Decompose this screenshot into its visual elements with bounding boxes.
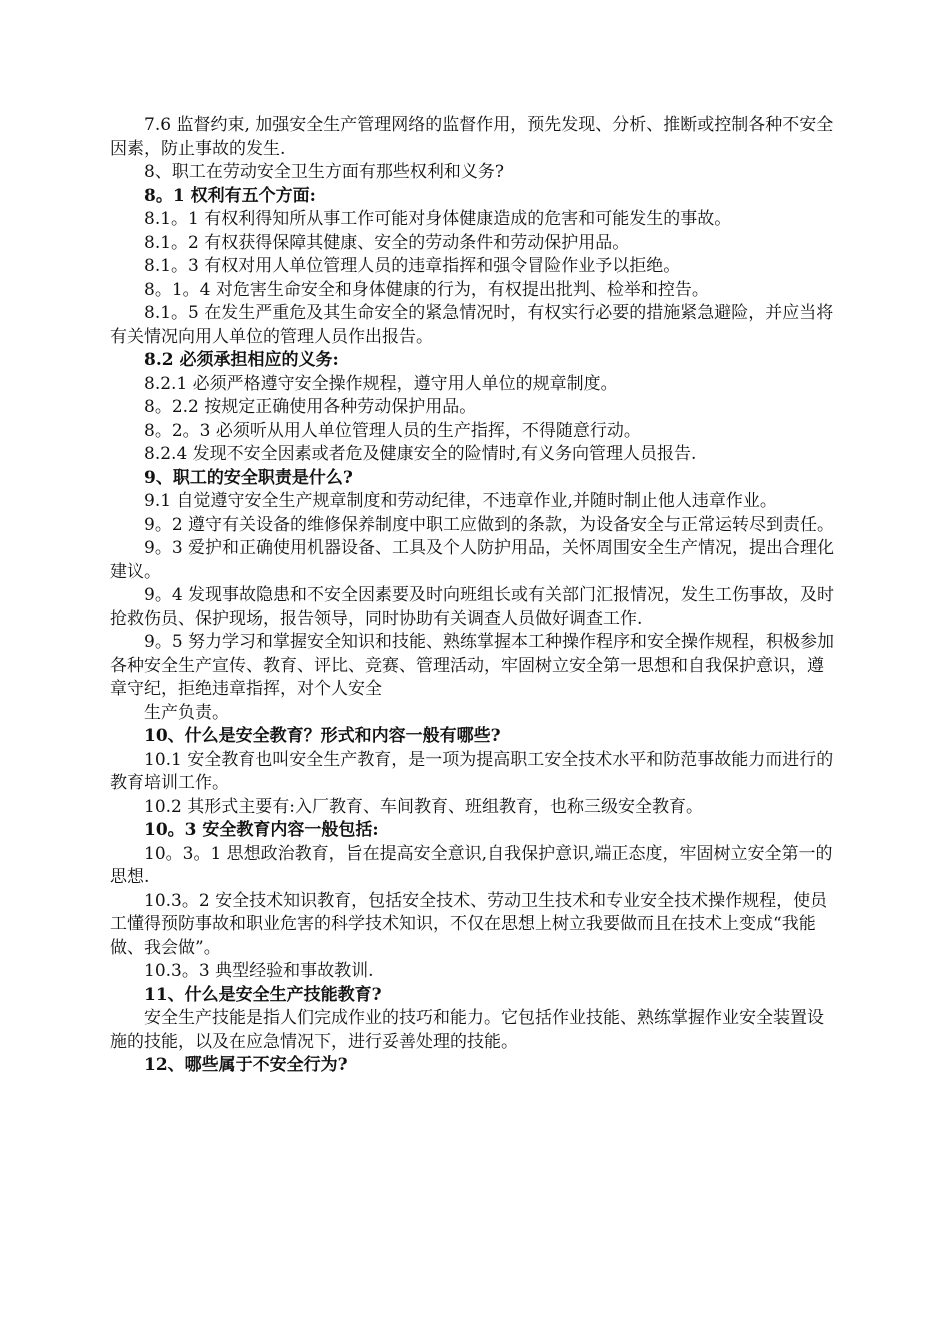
list-item: 10.3。2 安全技术知识教育，包括安全技术、劳动卫生技术和专业安全技术操作规程，使员工懂得预防事故和职业危害的科学技术知识，不仅在思想上树立我要做而且在技术上变成“我能做、我会做”。 [110, 890, 828, 958]
list-item: 9。3 爱护和正确使用机器设备、工具及个人防护用品，关怀周围安全生产情况，提出合理化建议。 [110, 538, 835, 582]
list-item: 8。2。3 必须听从用人单位管理人员的生产指挥，不得随意行动。 [144, 420, 641, 441]
list-item: 8.1。5 在发生严重危及其生命安全的紧急情况时，有权实行必要的措施紧急避险，并应当将有关情况向用人单位的管理人员作出报告。 [110, 303, 834, 347]
list-item: 8.1。2 有权获得保障其健康、安全的劳动条件和劳动保护用品。 [144, 232, 630, 253]
paragraph: 7.6 监督约束, 加强安全生产管理网络的监督作用，预先发现、分析、推断或控制各种不安全因素，防止事故的发生. [110, 115, 834, 159]
list-item: 10。3。1 思想政治教育，旨在提高安全意识,自我保护意识,端正态度，牢固树立安全第一的思想. [110, 843, 833, 887]
section-heading: 10。3 安全教育内容一般包括: [144, 820, 379, 840]
list-item: 8。2.2 按规定正确使用各种劳动保护用品。 [144, 397, 477, 417]
section-heading: 8.2 必须承担相应的义务: [144, 350, 339, 370]
list-item: 8.1。1 有权利得知所从事工作可能对身体健康造成的危害和可能发生的事故。 [144, 209, 732, 229]
list-item: 10.2 其形式主要有:入厂教育、车间教育、班组教育，也称三级安全教育。 [144, 796, 703, 817]
paragraph: 安全生产技能是指人们完成作业的技巧和能力。它包括作业技能、熟练掌握作业安全装置设施的技能，以及在应急情况下，进行妥善处理的技能。 [110, 1008, 824, 1052]
list-item: 10.1 安全教育也叫安全生产教育，是一项为提高职工安全技术水平和防范事故能力而进行的教育培训工作。 [110, 749, 834, 793]
section-heading: 8。1 权利有五个方面: [144, 185, 316, 206]
question-heading: 8、职工在劳动安全卫生方面有那些权利和义务? [144, 162, 504, 182]
list-item: 9。5 努力学习和掌握安全知识和技能、熟练掌握本工种操作程序和安全操作规程，积极参加各种安全生产宣传、教育、评比、竞赛、管理活动，牢固树立安全第一思想和自我保护意识，遵章守纪，拒绝违章指挥，对个人安全 [110, 632, 835, 699]
document-page [110, 114, 840, 1078]
list-item: 9。4 发现事故隐患和不安全因素要及时向班组长或有关部门汇报情况，发生工伤事故，及时抢救伤员、保护现场，报告领导，同时协助有关调查人员做好调查工作. [110, 585, 835, 629]
list-item: 10.3。3 典型经验和事故教训. [144, 961, 374, 981]
question-heading: 11、什么是安全生产技能教育? [144, 984, 382, 1005]
list-item: 8.2.1 必须严格遵守安全操作规程，遵守用人单位的规章制度。 [144, 373, 618, 394]
list-item: 9.1 自觉遵守安全生产规章制度和劳动纪律，不违章作业,并随时制止他人违章作业。 [144, 491, 777, 511]
question-heading: 12、哪些属于不安全行为? [144, 1055, 348, 1075]
list-item: 9。2 遵守有关设备的维修保养制度中职工应做到的条款，为设备安全与正常运转尽到责任。 [144, 514, 835, 535]
paragraph-continuation: 生产负责。 [144, 702, 229, 723]
list-item: 8。1。4 对危害生命安全和身体健康的行为，有权提出批判、检举和控告。 [144, 279, 709, 300]
question-heading: 10、什么是安全教育？形式和内容一般有哪些? [144, 726, 501, 746]
question-heading: 9、职工的安全职责是什么? [144, 467, 353, 488]
list-item: 8.1。3 有权对用人单位管理人员的违章指挥和强令冒险作业予以拒绝。 [144, 256, 681, 276]
list-item: 8.2.4 发现不安全因素或者危及健康安全的险情时,有义务向管理人员报告. [144, 444, 697, 464]
